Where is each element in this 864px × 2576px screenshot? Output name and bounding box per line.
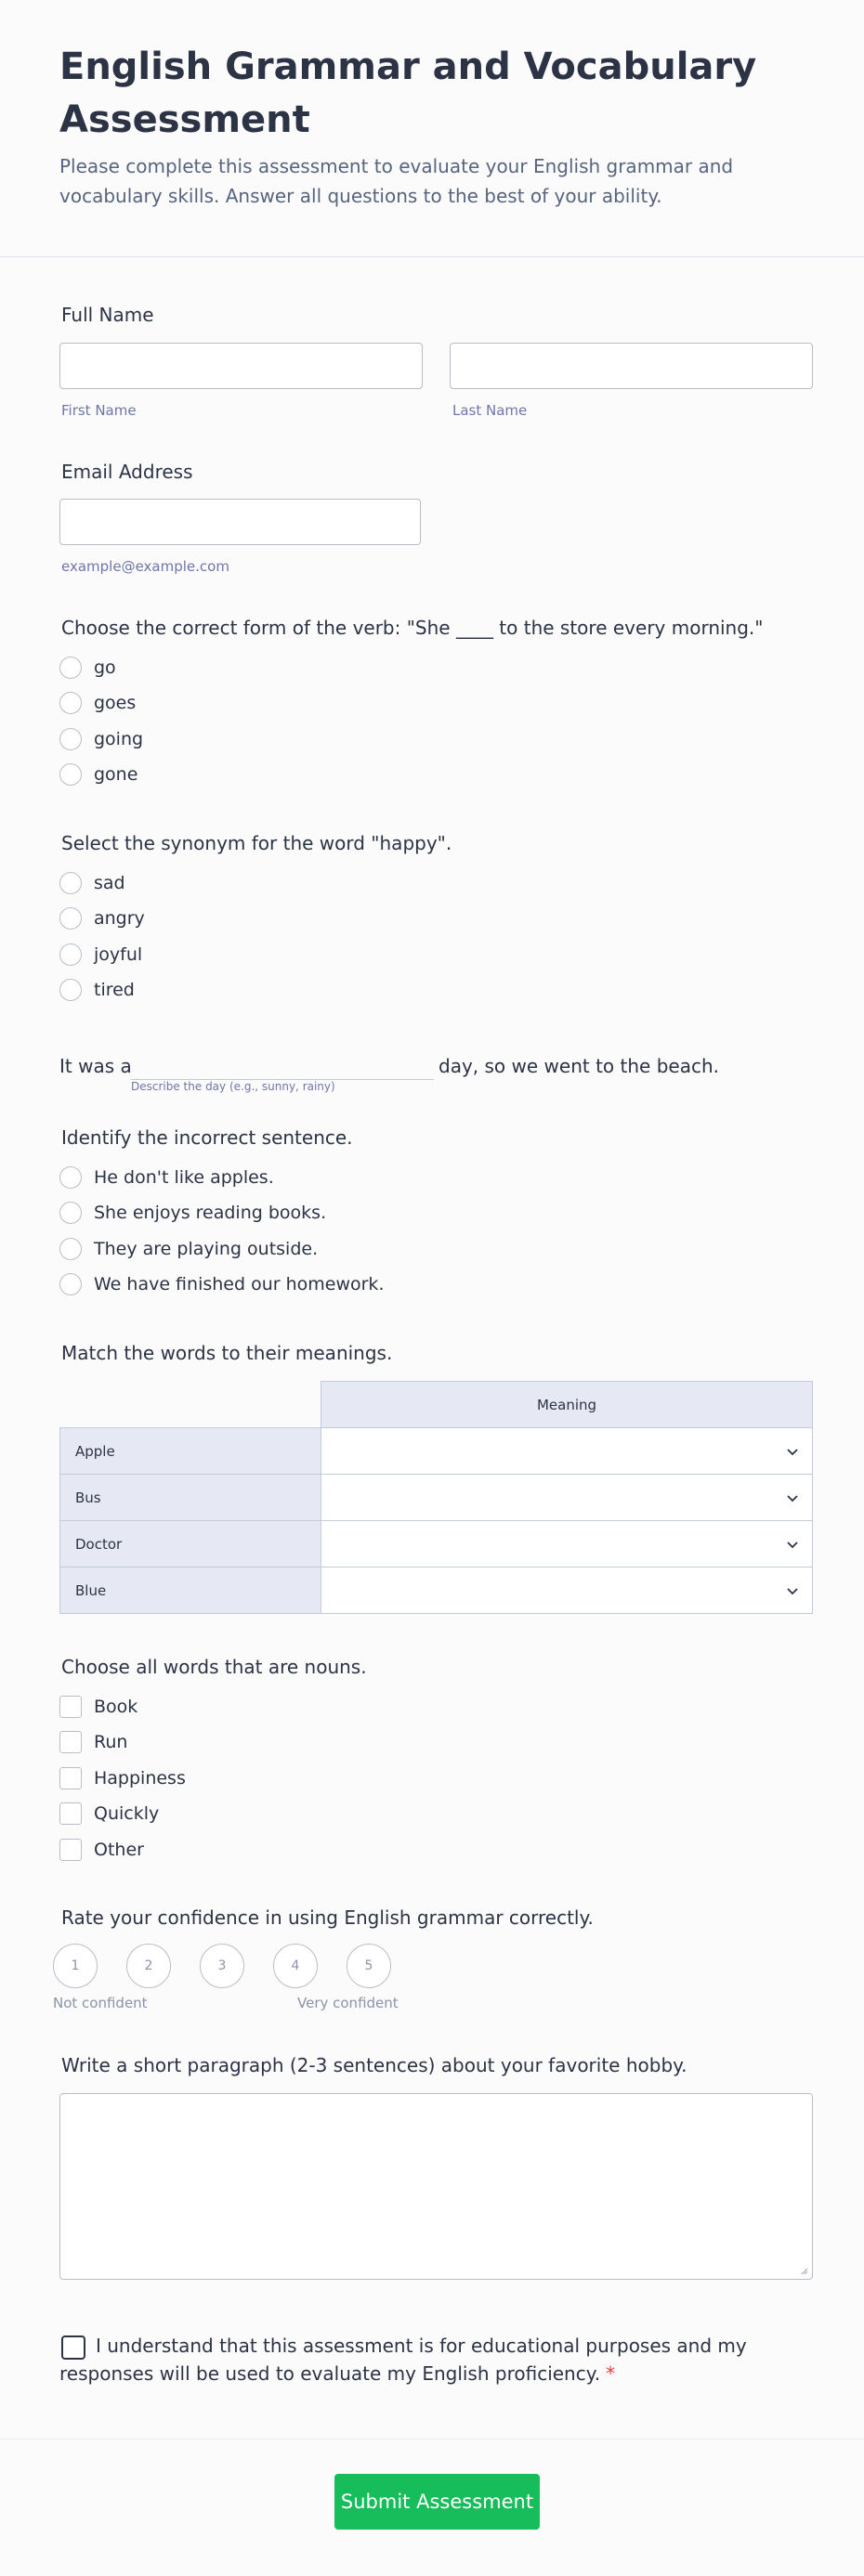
table-row (60, 1568, 813, 1614)
chevron-down-icon (786, 1493, 799, 1503)
scale-option-4[interactable]: 4 (273, 1944, 318, 1988)
meaning-dropdown[interactable] (321, 1521, 813, 1568)
radio-option[interactable] (59, 761, 137, 787)
radio-circle[interactable] (59, 872, 82, 894)
radio-option[interactable] (59, 1164, 274, 1190)
fill-blank-caption: Describe the day (e.g., sunny, rainy) (131, 1080, 335, 1093)
option-label: He don't like apples. (94, 1167, 274, 1188)
checkbox-option[interactable] (59, 1694, 137, 1720)
radio-circle[interactable] (59, 728, 82, 750)
checkbox[interactable] (59, 1731, 82, 1753)
matrix-row-label: Blue (60, 1568, 321, 1614)
radio-option[interactable] (59, 1271, 384, 1297)
submit-button[interactable]: Submit Assessment (334, 2474, 540, 2530)
fill-blank-before: It was a (59, 1055, 132, 1077)
checkbox-option[interactable] (59, 1801, 159, 1827)
scale-min-caption: Not confident (53, 1995, 148, 2011)
paragraph-label: Write a short paragraph (2-3 sentences) about your favorite hobby. (61, 2054, 687, 2076)
radio-circle[interactable] (59, 692, 82, 714)
radio-option[interactable] (59, 977, 135, 1003)
option-label: gone (94, 764, 138, 785)
consent-text: I understand that this assessment is for educational purposes and my responses will be used to evaluate my English proficiency. (59, 2335, 747, 2385)
incorrect-sentence-label: Identify the incorrect sentence. (61, 1126, 353, 1149)
synonym-question-label: Select the synonym for the word "happy". (61, 832, 452, 854)
option-label: sad (94, 873, 125, 893)
checkbox[interactable] (59, 1802, 82, 1825)
option-label: joyful (94, 944, 143, 965)
matrix-row-label: Bus (60, 1475, 321, 1521)
paragraph-textarea[interactable] (59, 2093, 813, 2280)
first-name-input[interactable] (59, 343, 423, 389)
chevron-down-icon (786, 1447, 799, 1456)
radio-option[interactable] (59, 1236, 318, 1262)
checkbox-option[interactable] (59, 1765, 186, 1791)
matrix-row-label: Doctor (60, 1521, 321, 1568)
radio-circle[interactable] (59, 1166, 82, 1189)
chevron-down-icon (786, 1540, 799, 1549)
option-label: Other (94, 1840, 144, 1860)
meaning-dropdown[interactable] (321, 1568, 813, 1614)
option-label: She enjoys reading books. (94, 1203, 327, 1223)
option-label: They are playing outside. (94, 1239, 319, 1259)
scale-max-caption: Very confident (297, 1995, 399, 2011)
email-label: Email Address (61, 461, 193, 483)
email-input[interactable] (59, 499, 421, 545)
first-name-caption: First Name (61, 402, 137, 419)
scale-option-3[interactable]: 3 (200, 1944, 244, 1988)
checkbox[interactable] (59, 1767, 82, 1789)
checkbox-option[interactable] (59, 1837, 144, 1863)
full-name-label: Full Name (61, 304, 154, 326)
rating-label: Rate your confidence in using English grammar correctly. (61, 1906, 594, 1929)
matrix-label: Match the words to their meanings. (61, 1342, 393, 1364)
radio-option[interactable] (59, 690, 136, 716)
checkbox[interactable] (59, 1696, 82, 1718)
chevron-down-icon (786, 1586, 799, 1595)
meaning-dropdown[interactable] (321, 1428, 813, 1475)
radio-option[interactable] (59, 1200, 326, 1226)
option-label: We have finished our homework. (94, 1274, 385, 1295)
option-label: Happiness (94, 1768, 186, 1789)
radio-circle[interactable] (59, 1202, 82, 1224)
radio-circle[interactable] (59, 657, 82, 679)
scale-option-5[interactable]: 5 (347, 1944, 391, 1988)
fill-blank-after: day, so we went to the beach. (439, 1055, 719, 1077)
email-caption: example@example.com (61, 558, 229, 575)
matching-table (59, 1381, 813, 1614)
option-label: Quickly (94, 1803, 160, 1824)
option-label: goes (94, 693, 137, 713)
last-name-caption: Last Name (452, 402, 528, 419)
table-row (60, 1428, 813, 1475)
matrix-row-label: Apple (60, 1428, 321, 1475)
matrix-corner (60, 1382, 321, 1428)
scale-option-1[interactable]: 1 (53, 1944, 98, 1988)
radio-option[interactable] (59, 870, 125, 896)
resize-handle-icon[interactable] (799, 2266, 808, 2275)
form-title: English Grammar and Vocabulary Assessment (59, 46, 757, 141)
option-label: Run (94, 1732, 128, 1752)
nouns-question-label: Choose all words that are nouns. (61, 1656, 367, 1678)
radio-option[interactable] (59, 905, 145, 931)
table-row (60, 1475, 813, 1521)
last-name-input[interactable] (450, 343, 813, 389)
option-label: tired (94, 980, 135, 1000)
consent-label (59, 2332, 803, 2387)
matrix-column-header: Meaning (321, 1382, 813, 1428)
radio-circle[interactable] (59, 1238, 82, 1260)
radio-circle[interactable] (59, 943, 82, 966)
radio-circle[interactable] (59, 907, 82, 930)
required-asterisk: * (606, 2362, 616, 2385)
table-row (60, 1521, 813, 1568)
checkbox-option[interactable] (59, 1729, 127, 1755)
radio-option[interactable] (59, 655, 116, 681)
form-header (0, 0, 864, 257)
radio-option[interactable] (59, 726, 143, 752)
checkbox[interactable] (59, 1839, 82, 1861)
radio-circle[interactable] (59, 979, 82, 1001)
option-label: angry (94, 908, 145, 929)
option-label: go (94, 657, 116, 678)
scale-option-2[interactable]: 2 (126, 1944, 171, 1988)
option-label: going (94, 729, 144, 749)
radio-circle[interactable] (59, 1273, 82, 1295)
verb-question-label: Choose the correct form of the verb: "She ____ to the store every morning." (61, 617, 764, 639)
option-label: Book (94, 1697, 138, 1717)
radio-option[interactable] (59, 942, 142, 968)
radio-circle[interactable] (59, 763, 82, 786)
form-description: Please complete this assessment to evaluate your English grammar and vocabulary skills. Answer all questions to the best of your ability. (59, 155, 734, 207)
meaning-dropdown[interactable] (321, 1475, 813, 1521)
